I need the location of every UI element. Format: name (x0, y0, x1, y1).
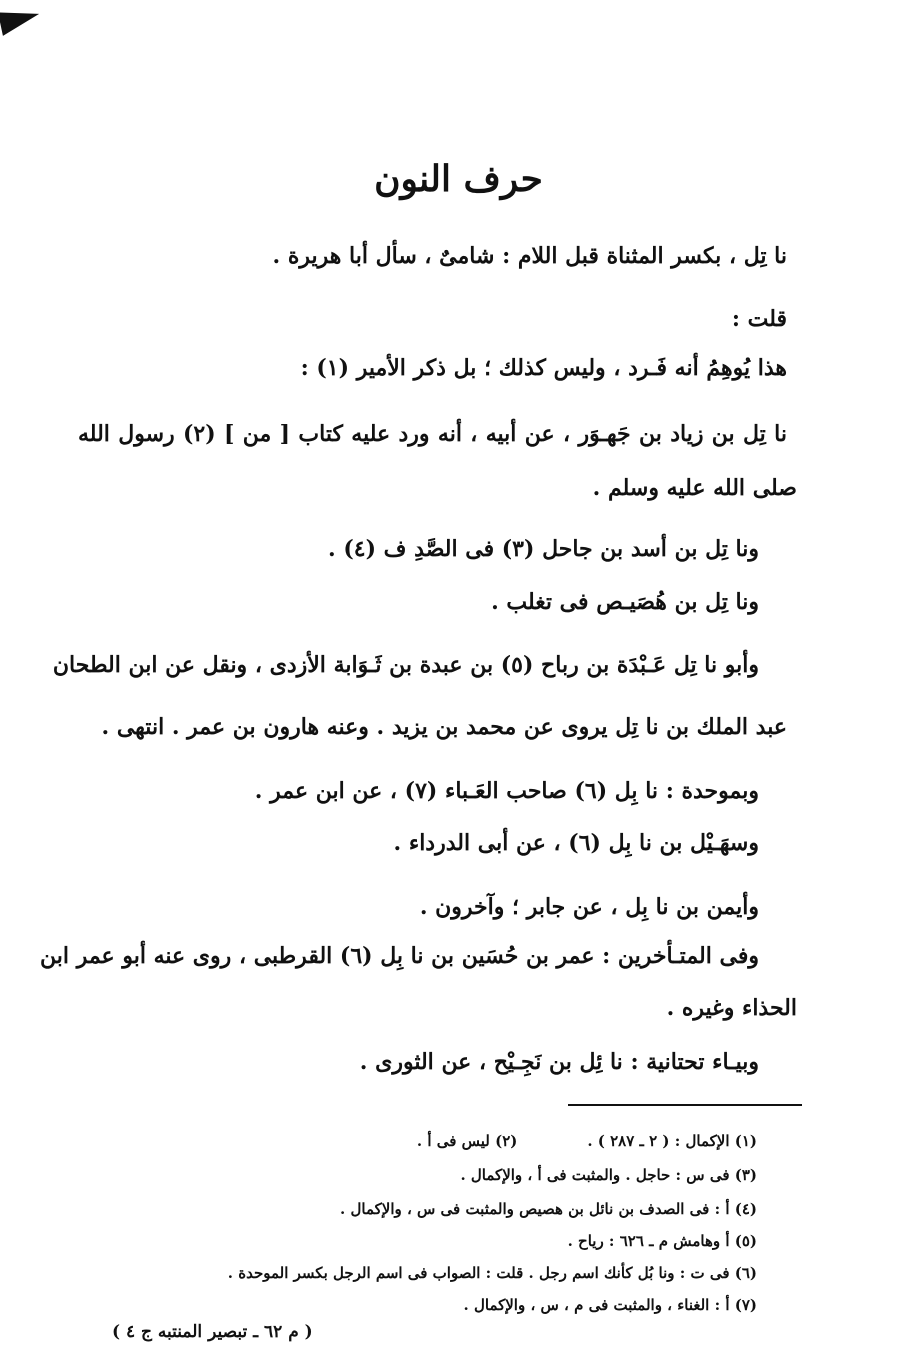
footnote-1: (١) الإكمال : ( ٢ ـ ٢٨٧ ) . (587, 1132, 757, 1150)
body-line: الحذاء وغيره . (666, 995, 797, 1021)
body-line: ونا تِل بن أسد بن جاحل (٣) فى الصَّدِ ف (٤) . (328, 536, 759, 562)
body-line: وفى المتـأخرين : عمر بن حُسَين بن نا بِل (٦) القرطبى ، روى عنه أبو عمر ابن (40, 943, 759, 969)
body-line: هذا يُوهِمُ أنه فَـرد ، وليس كذلك ؛ بل ذكر الأمير (١) : (300, 355, 787, 381)
body-line: وسهَـيْل بن نا بِل (٦) ، عن أبى الدرداء . (393, 830, 759, 856)
footnote-7: (٧) أ : الغناء ، والمثبت فى م ، س ، والإكمال . (463, 1296, 757, 1314)
body-line: نا تِل ، بكسر المثناة قبل اللام : شامىٌ ، سأل أبا هريرة . (272, 243, 787, 269)
page-corner-mark (0, 4, 42, 36)
body-line: وبيـاء تحتانية : نا ئِل بن نَجِـيْح ، عن الثورى . (359, 1049, 759, 1075)
body-line: وأيمن بن نا بِل ، عن جابر ؛ وآخرون . (419, 894, 759, 920)
footnote-3: (٣) فى س : حاجل . والمثبت فى أ ، والإكمال . (460, 1166, 757, 1184)
body-line: نا تِل بن زياد بن جَهـوَر ، عن أبيه ، أنه ورد عليه كتاب [ من ] (٢) رسول الله (78, 421, 787, 447)
footnote-4: (٤) أ : فى الصدف بن نائل بن هصيص والمثبت فى س ، والإكمال . (340, 1200, 757, 1218)
footnote-separator (568, 1104, 802, 1106)
footnote-5: (٥) أ وهامش م ـ ٦٢٦ : رياح . (567, 1232, 757, 1250)
page-title: حرف النون (374, 158, 543, 200)
body-line: قلت : (731, 306, 787, 332)
body-line: صلى الله عليه وسلم . (592, 475, 797, 501)
body-line: ونا تِل بن هُصَيـص فى تغلب . (491, 589, 759, 615)
footnote-line (150, 1130, 757, 1152)
page-signature: ( م ٦٢ ـ تبصير المنتبه ج ٤ ) (112, 1322, 313, 1342)
body-line: وبموحدة : نا بِل (٦) صاحب العَـباء (٧) ، عن ابن عمر . (254, 778, 759, 804)
footnote-2: (٢) ليس فى أ . (416, 1132, 518, 1150)
body-line: وأبو نا تِل عَـبْدَة بن رباح (٥) بن عبدة بن ثَـوَابة الأزدى ، ونقل عن ابن الطحان (52, 652, 759, 678)
footnote-6: (٦) فى ت : ونا بُل كأنك اسم رجل . قلت : الصواب فى اسم الرجل بكسر الموحدة . (227, 1264, 757, 1282)
body-line: عبد الملك بن نا تِل يروى عن محمد بن يزيد . وعنه هارون بن عمر . انتهى . (101, 714, 787, 740)
